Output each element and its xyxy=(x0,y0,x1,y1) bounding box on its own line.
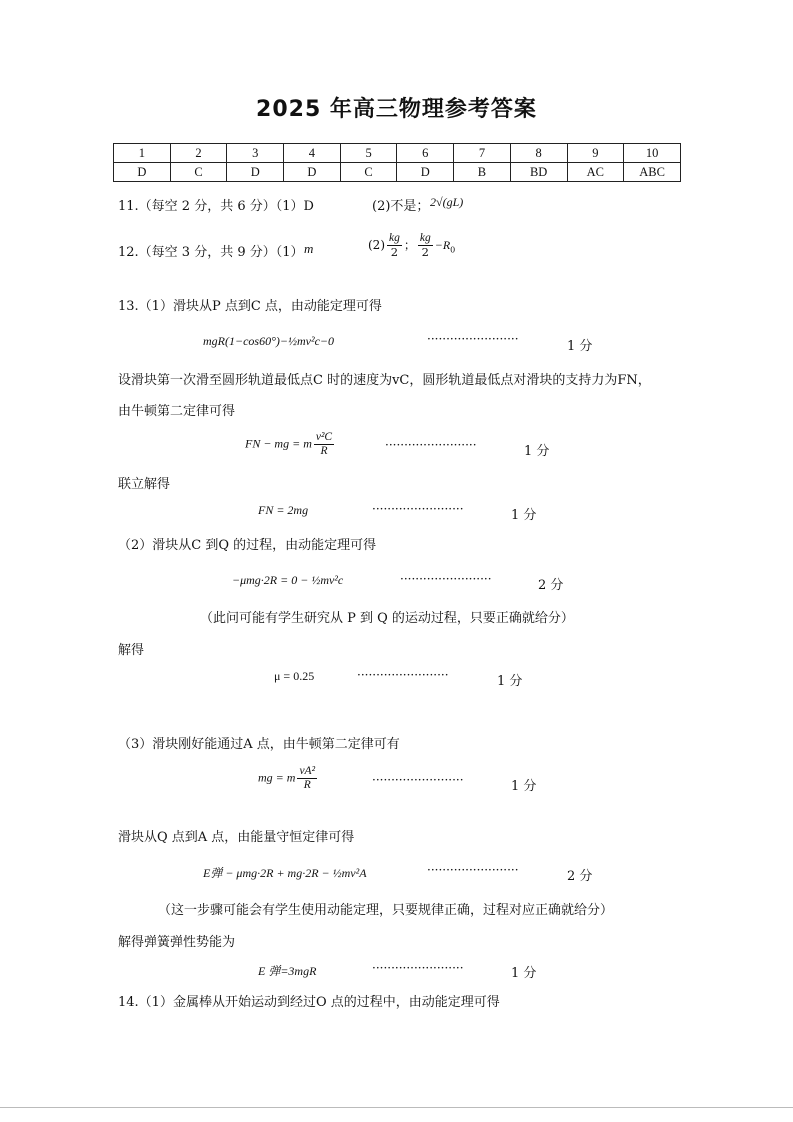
dotted-leader: ························ xyxy=(372,773,464,787)
answer-table xyxy=(113,143,681,182)
table-cell: BD xyxy=(510,163,567,182)
q13-score-5: 1 分 xyxy=(497,674,523,689)
table-cell: AC xyxy=(567,163,624,182)
table-cell: 10 xyxy=(624,144,681,163)
fraction-denominator: R xyxy=(303,779,311,791)
q13-equation-4: −μmg·2R = 0 − ½mv²c xyxy=(232,573,344,587)
table-cell: 8 xyxy=(510,144,567,163)
dotted-leader: ························ xyxy=(427,332,519,346)
table-cell: C xyxy=(340,163,397,182)
fraction-denominator: R xyxy=(320,445,328,457)
q11-expression: 2√(gL) xyxy=(430,195,464,209)
q13-note-2: （这一步骤可能会有学生使用动能定理，只要规律正确，过程对应正确就给分） xyxy=(158,903,614,918)
q13-text-7: 解得弹簧弹性势能为 xyxy=(118,935,236,950)
page-bottom-divider xyxy=(0,1107,793,1108)
q13-equation-3: FN = 2mg xyxy=(258,503,309,517)
table-cell: 6 xyxy=(397,144,454,163)
table-cell: D xyxy=(227,163,284,182)
equation-fraction xyxy=(297,765,317,792)
table-cell: D xyxy=(114,163,171,182)
q13-equation-7: E弹 − μmg·2R + mg·2R − ½mv²A xyxy=(203,866,367,880)
fraction-numerator: vA² xyxy=(299,765,316,777)
q13-score-8: 1 分 xyxy=(511,966,537,981)
q12-separator: ； xyxy=(403,238,416,252)
equation-left: mg = m xyxy=(258,770,296,785)
equation-left: FN − mg = m xyxy=(245,436,312,451)
q13-text-4: 联立解得 xyxy=(118,477,171,492)
dotted-leader: ························ xyxy=(385,438,477,452)
q12-label: 12.（每空 3 分，共 9 分）（1） xyxy=(118,245,304,260)
q13-intro-2: （2）滑块从C 到Q 的过程，由动能定理可得 xyxy=(118,538,377,553)
fraction-numerator: kg xyxy=(389,232,400,244)
table-cell: 9 xyxy=(567,144,624,163)
equation-fraction xyxy=(314,431,334,458)
q13-intro-3: （3）滑块刚好能通过A 点，由牛顿第二定律可有 xyxy=(118,737,400,752)
q13-text-3: 由牛顿第二定律可得 xyxy=(118,404,236,419)
table-cell: 2 xyxy=(170,144,227,163)
q13-score-7: 2 分 xyxy=(567,869,593,884)
fraction-numerator: kg xyxy=(419,232,431,244)
dotted-leader: ························ xyxy=(357,668,449,682)
q12-subscript: 0 xyxy=(450,245,456,255)
table-cell: D xyxy=(284,163,341,182)
table-cell: 7 xyxy=(454,144,511,163)
q12-part2: (2) xyxy=(368,238,385,252)
answer-table-answer-row xyxy=(114,163,681,182)
q13-text-6: 滑块从Q 点到A 点，由能量守恒定律可得 xyxy=(118,830,355,845)
table-cell: D xyxy=(397,163,454,182)
fraction-numerator: v²C xyxy=(315,431,333,443)
q12-minus-r: −R xyxy=(434,238,451,252)
q13-score-4: 2 分 xyxy=(538,578,564,593)
q13-equation-1: mgR(1−cos60°)−½mv²c−0 xyxy=(203,334,334,348)
dotted-leader: ························ xyxy=(372,961,464,975)
table-cell: 3 xyxy=(227,144,284,163)
q12-m: m xyxy=(304,241,314,256)
q13-score-6: 1 分 xyxy=(511,779,537,794)
q13-equation-8: E 弹=3mgR xyxy=(258,964,317,978)
answer-table-header-row xyxy=(114,144,681,163)
q13-equation-6 xyxy=(258,765,319,792)
q13-equation-2 xyxy=(245,431,336,458)
fraction-denominator: 2 xyxy=(421,245,429,259)
table-cell: C xyxy=(170,163,227,182)
q13-score-2: 1 分 xyxy=(524,444,550,459)
dotted-leader: ························ xyxy=(400,572,492,586)
table-cell: 4 xyxy=(284,144,341,163)
table-cell: B xyxy=(454,163,511,182)
q13-score-3: 1 分 xyxy=(511,508,537,523)
q12-expression xyxy=(368,232,455,259)
q13-note-1: （此问可能有学生研究从 P 到 Q 的运动过程，只要正确就给分） xyxy=(200,611,574,626)
q11-part2: (2)不是； xyxy=(372,199,430,214)
fraction-denominator: 2 xyxy=(390,245,399,259)
dotted-leader: ························ xyxy=(372,502,464,516)
page-title: 2025 年高三物理参考答案 xyxy=(256,97,537,122)
table-cell: 5 xyxy=(340,144,397,163)
q13-score-1: 1 分 xyxy=(567,339,593,354)
q13-equation-5: μ = 0.25 xyxy=(274,669,315,683)
table-cell: 1 xyxy=(114,144,171,163)
table-cell: ABC xyxy=(624,163,681,182)
q12-fraction-1 xyxy=(387,232,402,259)
q13-text-5: 解得 xyxy=(118,643,145,658)
q13-intro-1: 13.（1）滑块从P 点到C 点，由动能定理可得 xyxy=(118,299,382,314)
q13-text-2: 设滑块第一次滑至圆形轨道最低点C 时的速度为vC，圆形轨道最低点对滑块的支持力为FN， xyxy=(118,373,651,388)
q14-intro: 14.（1）金属棒从开始运动到经过O 点的过程中，由动能定理可得 xyxy=(118,995,500,1010)
q11-label: 11.（每空 2 分，共 6 分）（1）D xyxy=(118,199,314,214)
q12-fraction-2 xyxy=(418,232,433,259)
dotted-leader: ························ xyxy=(427,863,519,877)
